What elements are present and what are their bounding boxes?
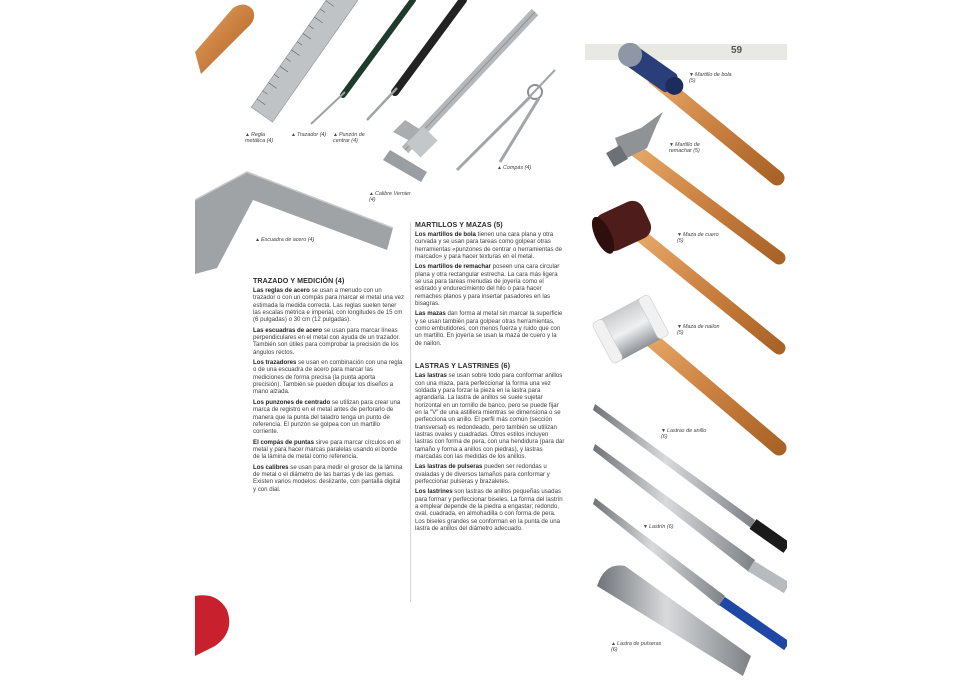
paragraph: Las escuadras de acero se usan para marcar líneas perpendiculares en el metal con ayuda de un trazador. También son útiles para comprobar la precisión de los ángulos rectos. (253, 326, 401, 356)
caption-maza-nailon: ▼Maza de nailon (5) (677, 324, 720, 337)
caption-lastra-pulseras: ▲Lastra de pulseras (6) (611, 641, 662, 654)
caption-calibre: ▲Calibre Vernier (4) (369, 191, 411, 204)
paragraph: Los punzones de centrado se utilizan para crear una marca de registro en el metal antes de perforarlo de manera que la punta del taladro tenga un punto de referencia. El punzón se golpea con un martillo corriente. (253, 398, 401, 436)
column-divider (410, 222, 411, 602)
paragraph: Los lastrines son lastras de anillos pequeñas usadas para formar y perfeccionar biseles. La forma del lastrín a emplear depende de la piedra a engastar; redondo, oval, cuadrada, en almohadilla o con forma de pera. Los biseles grandes se conforman en la punta de una lastra de anillos del diámetro adecuado. (415, 488, 563, 533)
paragraph: El compás de puntas sirve para marcar círculos en el metal y para hacer marcas paralelas usando el borde de la lámina de metal como referencia. (253, 438, 401, 461)
book-page (195, 0, 787, 700)
text-column-right (415, 221, 565, 535)
section-heading-lastras: LASTRAS Y LASTRINES (6) (415, 362, 511, 371)
paragraph: Los martillos de remachar poseen una cara circular plana y otra rectangular estrecha. La cara más ligera se usa para tareas menudas de joyería como el estirado y endurecimiento del hilo o para hacer remaches planos y para insertar pasadores en las bisagras. (415, 263, 560, 308)
caption-lastrin: ▼Lastrín (6) (643, 524, 674, 530)
steel-square-image (195, 172, 393, 274)
text-column-left (253, 277, 405, 496)
caption-lastras-anillos: ▼Lastras de anillo (6) (661, 428, 707, 441)
caption-compas: ▲Compás (4) (497, 165, 532, 171)
section-heading-martillos: MARTILLOS Y MAZAS (5) (415, 221, 503, 229)
wooden-handle-image (195, 4, 254, 74)
caption-trazador: ▲Trazador (4) (291, 132, 327, 138)
paragraph: Las lastras se usan sobre todo para conformar anillos con una maza, para perfeccionar la forma una vez soldada y para forzar la pieza en la lastra para agrandarla. La lastra de anillos se suele sujetar horizontal en un tornillo de banco, pero se puede fijar en la "V" de una astillera mientras se dimensiona o se perfecciona un anillo. El perfil más común (sección transversal) es redondeado, pero también se utilizan lastras ovales y cuadradas. Otros estilos incluyen lastras con forma de pera, con una hendidura (para dar tamaño y forma a anillos con piedras), y lastras marcadas con las medidas de los anillos. (415, 372, 565, 460)
caption-escuadra: ▲Escuadra de acero (4) (255, 237, 315, 243)
paragraph: Las mazas dan forma al metal sin marcar la superficie y se usan también para golpear otras herramientas, como embutidores, con menos fuerza y ruido que con un martillo. En joyería se usan la maza de cuero y la de nailon. (415, 310, 563, 347)
paragraph: Las lastras de pulseras pueden ser redondas u ovaladas y de diversos tamaños para conformar y perfeccionar pulseras y brazaletes. (415, 463, 550, 485)
paragraph: Los martillos de bola tienen una cara plana y otra curvada y se usan para tareas como golpear otras herramientas «punzones de centrar o herramientas de marcado» y para hacer texturas en el metal. (415, 231, 563, 261)
vernier-caliper-image (383, 12, 535, 182)
caption-martillo-bola: ▼Martillo de bola (5) (689, 72, 732, 85)
bracelet-mandrel-image (597, 565, 751, 676)
paragraph: Los calibres se usan para medir el grosor de la lámina de metal o el diámetro de las barras y de las gemas. Existen varios modelos: deslizante, con pantalla digital y con dial. (253, 463, 403, 493)
caption-martillo-remachar: ▼Martillo de remachar (5) (669, 142, 700, 155)
red-handle-image (195, 595, 229, 656)
steel-ruler-image (251, 0, 358, 122)
paragraph: Los trazadores se usan en combinación con una regla o de una escuadra de acero para marcar las mediciones de forma precisa (la punta aporta precisión). También se pueden dibujar los diseños a mano alzada. (253, 359, 403, 396)
caption-regla: ▲Regla metálica (4) (245, 132, 274, 145)
caption-punzon: ▲Punzón de centrar (4) (333, 132, 365, 145)
section-heading-trazado: TRAZADO Y MEDICIÓN (4) (253, 277, 345, 285)
page-number: 59 (731, 45, 743, 56)
caption-maza-cuero: ▼Maza de cuero (5) (677, 232, 719, 245)
paragraph: Las reglas de acero se usan a menudo con un trazador o con un compás para marcar el metal una vez estimada la medida correcta. Las reglas suelen tener las escalas métrica e imperial, con longitudes de 15 cm (6 pulgadas) o 30 cm (12 pulgadas). (253, 287, 405, 324)
